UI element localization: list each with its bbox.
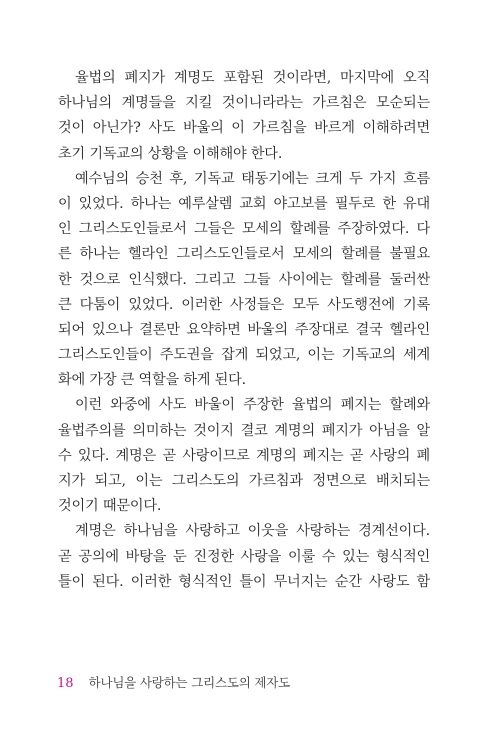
text-line: 되어 있으나 결론만 요약하면 바울의 주장대로 결국 헬라인 <box>58 321 430 338</box>
text-line: 이 있었다. 하나는 예루살렘 교회 야고보를 필두로 한 유대 <box>58 195 430 212</box>
body-text <box>58 66 430 595</box>
text-line: 큰 다툼이 있었다. 이러한 사정들은 모두 사도행전에 기록 <box>58 296 430 313</box>
paragraph-2 <box>58 167 430 394</box>
text-line: 인 그리스도인들로서 그들은 모세의 할례를 주장하였다. 다 <box>58 221 430 238</box>
text-line: 틀이 된다. 이러한 형식적인 틀이 무너지는 순간 사랑도 함 <box>58 573 430 590</box>
text-line: 른 하나는 헬라인 그리스도인들로서 모세의 할례를 불필요 <box>58 246 430 263</box>
running-title: 하나님을 사랑하는 그리스도의 제자도 <box>88 675 290 690</box>
text-line: 계명은 하나님을 사랑하고 이웃을 사랑하는 경계선이다. <box>75 523 430 540</box>
paragraph-3 <box>58 393 430 519</box>
paragraph-1 <box>58 66 430 167</box>
text-line: 율법주의를 의미하는 것이지 결코 계명의 폐지가 아님을 알 <box>58 422 430 439</box>
text-line: 하나님의 계명들을 지킬 것이니라라는 가르침은 모순되는 <box>58 95 430 112</box>
text-line: 수 있다. 계명은 곧 사랑이므로 계명의 폐지는 곧 사랑의 폐 <box>58 447 430 464</box>
text-line: 그리스도인들이 주도권을 잡게 되었고, 이는 기독교의 세계 <box>58 347 430 364</box>
text-line: 이런 와중에 사도 바울이 주장한 율법의 폐지는 할례와 <box>75 397 430 414</box>
text-line: 한 것으로 인식했다. 그리고 그들 사이에는 할례를 둘러싼 <box>58 271 430 288</box>
text-line: 화에 가장 큰 역할을 하게 된다. <box>58 372 246 389</box>
text-line: 지가 되고, 이는 그리스도의 가르침과 정면으로 배치되는 <box>58 473 430 489</box>
page-number: 18 <box>57 676 74 691</box>
text-line: 율법의 폐지가 계명도 포함된 것이라면, 마지막에 오직 <box>75 70 430 86</box>
text-line: 곧 공의에 바탕을 둔 진정한 사랑을 이룰 수 있는 형식적인 <box>58 548 430 565</box>
page-footer <box>57 672 290 692</box>
text-line: 것이 아닌가? 사도 바울의 이 가르침을 바르게 이해하려면 <box>58 120 430 137</box>
text-line: 초기 기독교의 상황을 이해해야 한다. <box>58 145 283 162</box>
text-line: 것이기 때문이다. <box>58 498 162 515</box>
text-line: 예수님의 승천 후, 기독교 태동기에는 크게 두 가지 흐름 <box>75 170 430 187</box>
paragraph-4 <box>58 519 430 595</box>
